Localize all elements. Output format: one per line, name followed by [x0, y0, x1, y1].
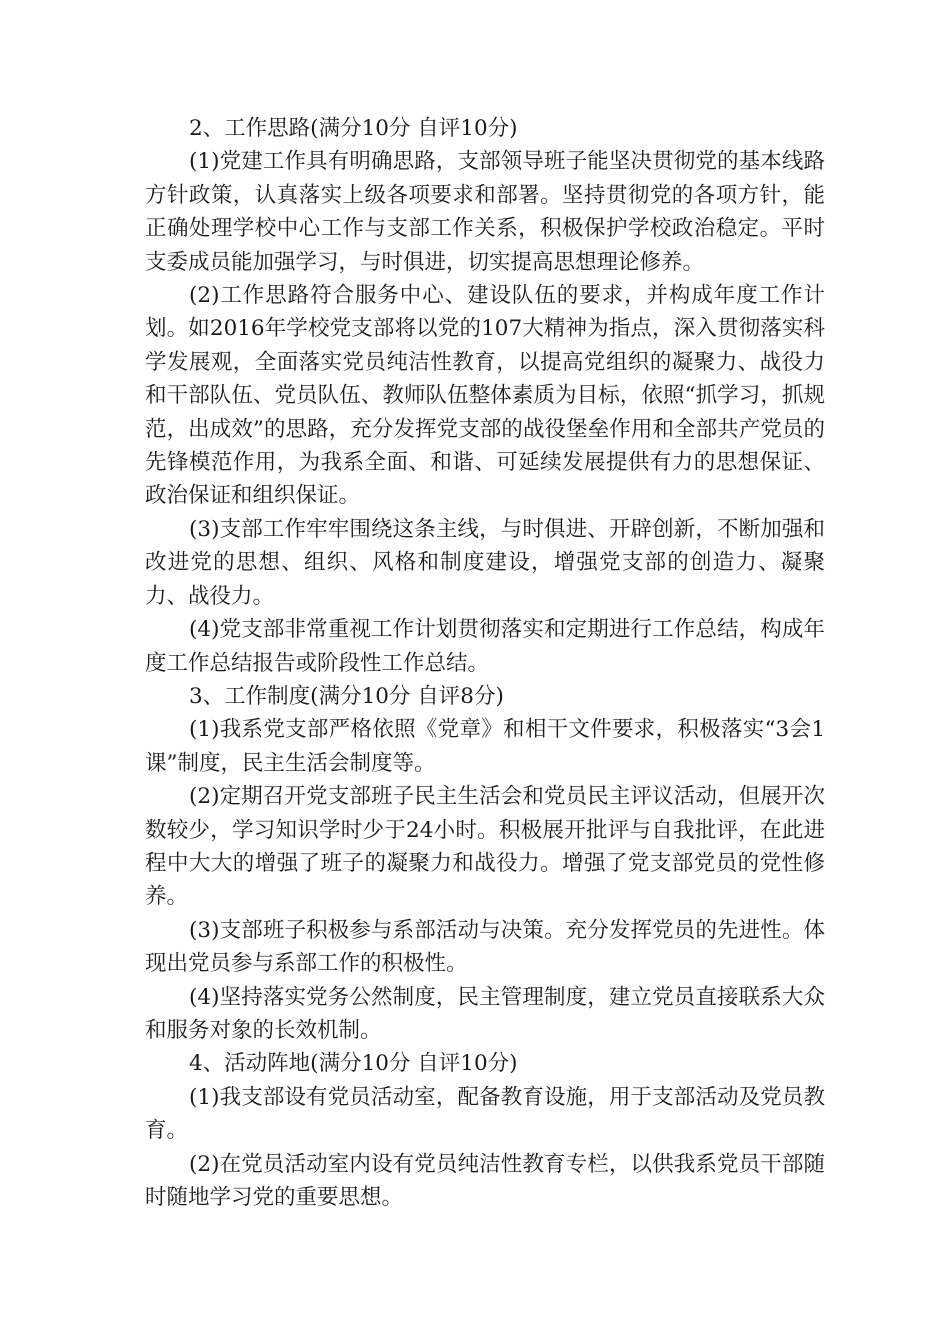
section-heading-activity-base: 4、活动阵地(满分10分 自评10分) [189, 1051, 518, 1077]
section-heading-work-ideas: 2、工作思路(满分10分 自评10分) [189, 116, 518, 141]
paragraph: (1)我系党支部严格依照《党章》和相干文件要求，积极落实“3会1课”制度，民主生活会制度等。 [145, 717, 825, 776]
paragraph: (4)党支部非常重视工作计划贯彻落实和定期进行工作总结，构成年度工作总结报告或阶段性工作总结。 [145, 617, 825, 676]
document-body [145, 112, 825, 1214]
paragraph: (3)支部班子积极参与系部活动与决策。充分发挥党员的先进性。体现出党员参与系部工作的积极性。 [145, 917, 825, 977]
paragraph: (2)工作思路符合服务中心、建设队伍的要求，并构成年度工作计划。如2016年学校党支部将以党的107大精神为指点，深入贯彻落实科学发展观，全面落实党员纯洁性教育，以提高党组织的凝聚力、战役力和干部队伍、党员队伍、教师队伍整体素质为目标，依照“抓学习，抓规范，出成效”的思路，充分发挥党支部的战役堡垒作用和全部共产党员的先锋模范作用，为我系全面、和谐、可延续发展提供有力的思想保证、政治保证和组织保证。 [145, 283, 825, 509]
paragraph: (1)我支部设有党员活动室，配备教育设施，用于支部活动及党员教育。 [145, 1084, 825, 1144]
paragraph: (2)在党员活动室内设有党员纯洁性教育专栏，以供我系党员干部随时随地学习党的重要思想。 [145, 1151, 825, 1210]
paragraph: (1)党建工作具有明确思路，支部领导班子能坚决贯彻党的基本线路方针政策，认真落实上级各项要求和部署。坚持贯彻党的各项方针，能正确处理学校中心工作与支部工作关系，积极保护学校政治稳定。平时支委成员能加强学习，与时俱进，切实提高思想理论修养。 [145, 149, 825, 275]
section-heading-work-system: 3、工作制度(满分10分 自评8分) [189, 683, 504, 709]
paragraph: (2)定期召开党支部班子民主生活会和党员民主评议活动，但展开次数较少，学习知识学时少于24小时。积极展开批评与自我批评，在此进程中大大的增强了班子的凝聚力和战役力。增强了党支部党员的党性修养。 [145, 784, 825, 910]
paragraph: (4)坚持落实党务公然制度，民主管理制度，建立党员直接联系大众和服务对象的长效机制。 [145, 984, 825, 1043]
paragraph: (3)支部工作牢牢围绕这条主线，与时俱进、开辟创新，不断加强和改进党的思想、组织、风格和制度建设，增强党支部的创造力、凝聚力、战役力。 [145, 516, 825, 609]
